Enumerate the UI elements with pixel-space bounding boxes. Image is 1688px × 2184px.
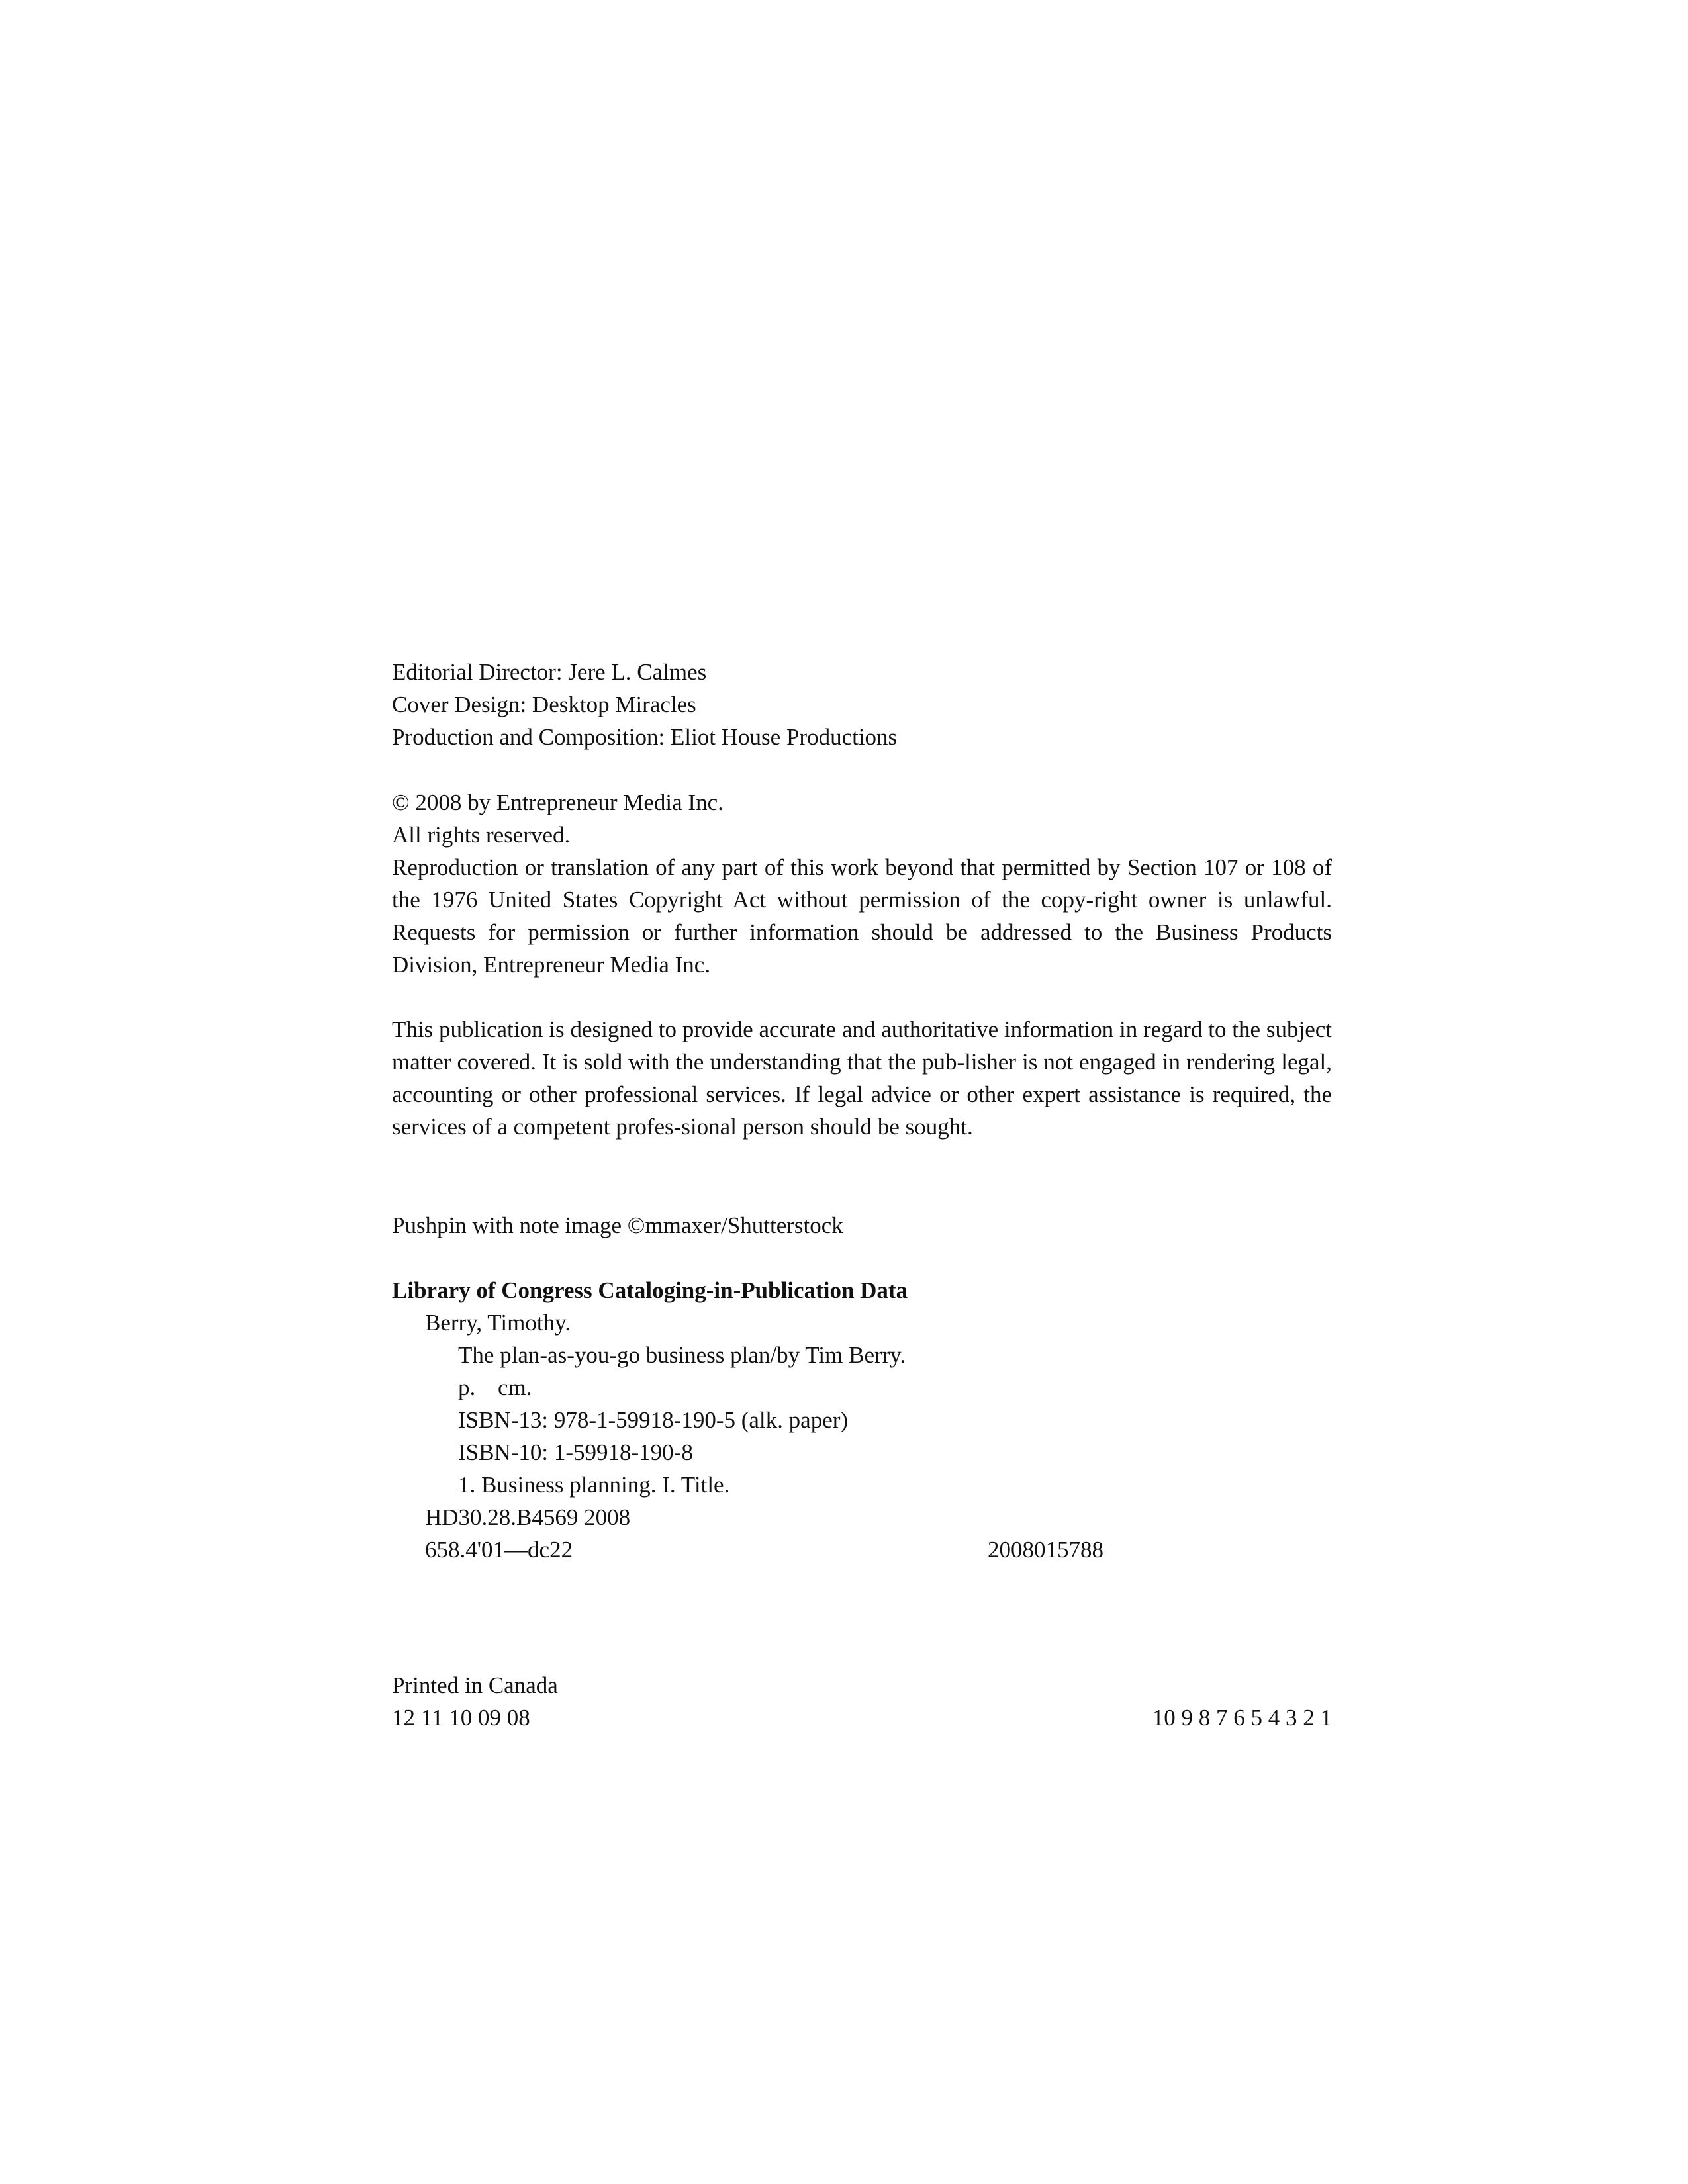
copyright-notice: © 2008 by Entrepreneur Media Inc.	[392, 790, 724, 815]
cip-lc-class: HD30.28.B4569 2008	[425, 1504, 631, 1530]
cip-physical	[392, 1371, 1332, 1404]
cip-heading: Library of Congress Cataloging-in-Publication Data	[392, 1277, 908, 1303]
cip-cm: cm.	[498, 1375, 532, 1400]
production-composition: Production and Composition: Eliot House Productions	[392, 724, 898, 750]
cip-classification-row	[392, 1533, 1332, 1566]
editorial-director: Editorial Director: Jere L. Calmes	[392, 659, 707, 685]
cip-lccn: 2008015788	[988, 1537, 1103, 1563]
printing-line: 10 9 8 7 6 5 4 3 2 1	[1152, 1705, 1332, 1731]
printing-row	[392, 1702, 1332, 1734]
cip-isbn10: ISBN-10: 1-59918-190-8	[458, 1439, 693, 1465]
cover-design: Cover Design: Desktop Miracles	[392, 692, 696, 717]
reproduction-notice: Reproduction or translation of any part of this work beyond that permitted by Section 107 or 108 of the 1976 United States Copyright Act without permission of the copy-right owner is unlawful. Requests for permission or further information should be addressed to the Business Products Division, Entrepreneur Media Inc.	[392, 854, 1332, 978]
cip-title: The plan-as-you-go business plan/by Tim Berry.	[458, 1342, 906, 1368]
image-credit: Pushpin with note image ©mmaxer/Shutterstock	[392, 1212, 843, 1238]
cip-subjects: 1. Business planning. I. Title.	[458, 1472, 730, 1498]
all-rights-reserved: All rights reserved.	[392, 822, 571, 848]
printing-block	[392, 1669, 1332, 1734]
cip-pages: p.	[458, 1375, 476, 1400]
cip-isbn13: ISBN-13: 978-1-59918-190-5 (alk. paper)	[458, 1407, 849, 1433]
printing-years: 12 11 10 09 08	[392, 1705, 530, 1731]
cip-dewey: 658.4'01—dc22	[425, 1537, 573, 1563]
copyright-block	[392, 786, 1332, 981]
cip-author: Berry, Timothy.	[425, 1310, 571, 1336]
disclaimer-paragraph: This publication is designed to provide accurate and authoritative information in regard to the subject matter covered. It is sold with the understanding that the pub-lisher is not engaged in rendering legal, accounting or other professional services. If legal advice or other expert assistance is required, the services of a competent profes-sional person should be sought.	[392, 1017, 1332, 1140]
cip-data-block	[392, 1274, 1332, 1566]
printed-in: Printed in Canada	[392, 1672, 558, 1698]
credits-block	[392, 656, 1332, 753]
